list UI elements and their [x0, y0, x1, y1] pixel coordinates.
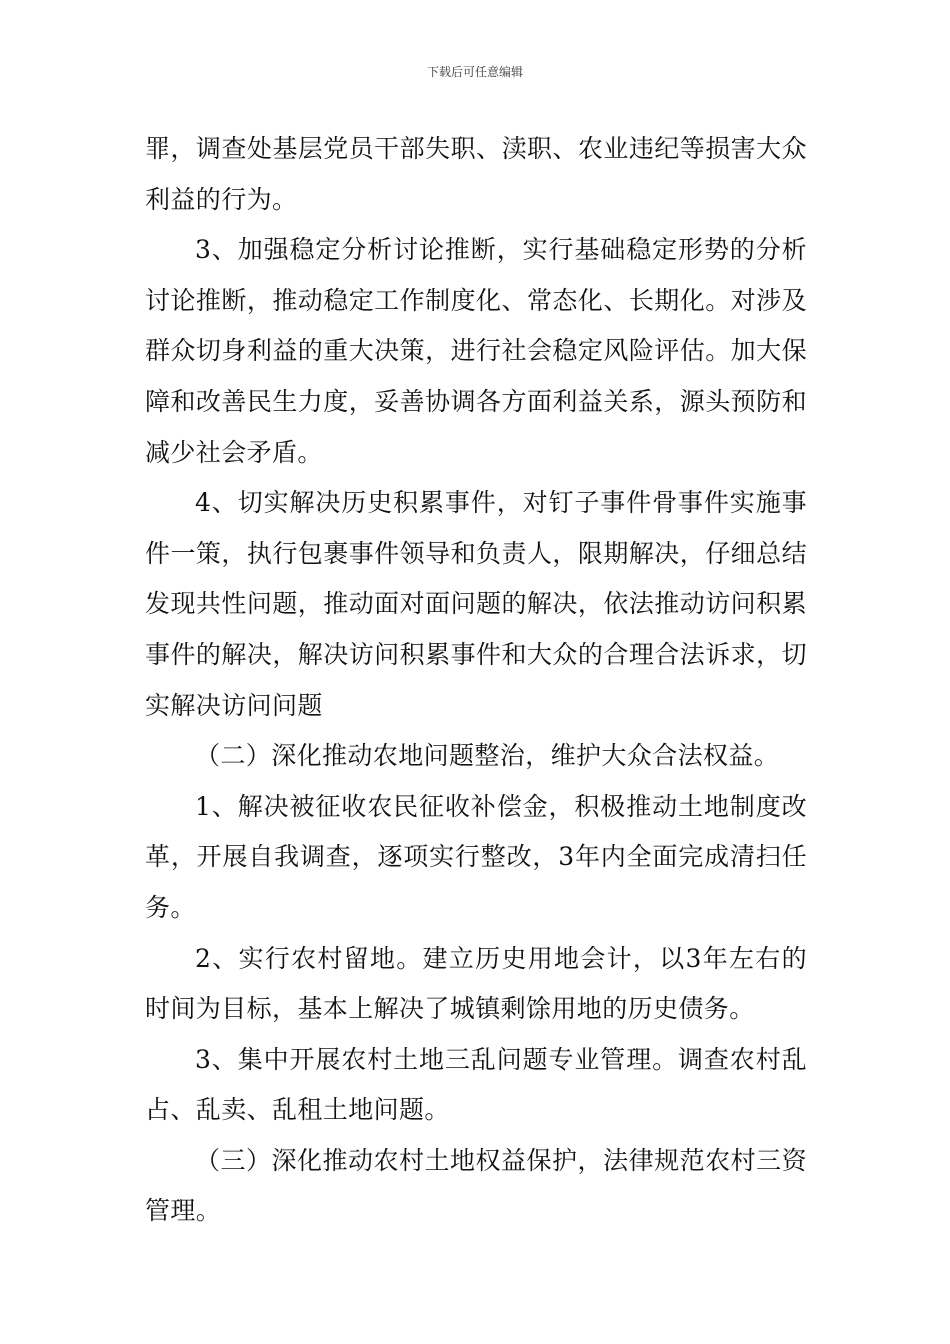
paragraph-item-2: 2、实行农村留地。建立历史用地会计，以3年左右的时间为目标，基本上解决了城镇剩馀用地的历史债务。	[145, 943, 807, 1024]
paragraph-continuation: 罪，调查处基层党员干部失职、渎职、农业违纪等损害大众利益的行为。	[145, 134, 807, 214]
paragraph-item-3: 3、加强稳定分析讨论推断，实行基础稳定形势的分析讨论推断，推动稳定工作制度化、常态化、长期化。对涉及群众切身利益的重大决策，进行社会稳定风险评估。加大保障和改善民生力度，妥善协调各方面利益关系，源头预防和减少社会矛盾。	[145, 235, 807, 467]
document-body	[145, 124, 807, 1237]
page-header-note: 下载后可任意编辑	[426, 65, 523, 79]
paragraph-item-4: 4、切实解决历史积累事件，对钉子事件骨事件实施事件一策，执行包裹事件领导和负责人，限期解决，仔细总结发现共性问题，推动面对面问题的解决，依法推动访问积累事件的解决，解决访问积累事件和大众的合理合法诉求，切实解决访问问题	[145, 488, 807, 720]
section-heading-2: （二）深化推动农地问题整治，维护大众合法权益。	[195, 741, 780, 771]
section-heading-3: （三）深化推动农村土地权益保护，法律规范农村三资管理。	[145, 1145, 807, 1226]
paragraph-item-3b: 3、集中开展农村土地三乱问题专业管理。调查农村乱占、乱卖、乱租土地问题。	[145, 1044, 807, 1125]
paragraph-item-1: 1、解决被征收农民征收补偿金，积极推动土地制度改革，开展自我调查，逐项实行整改，3年内全面完成清扫任务。	[145, 791, 807, 922]
